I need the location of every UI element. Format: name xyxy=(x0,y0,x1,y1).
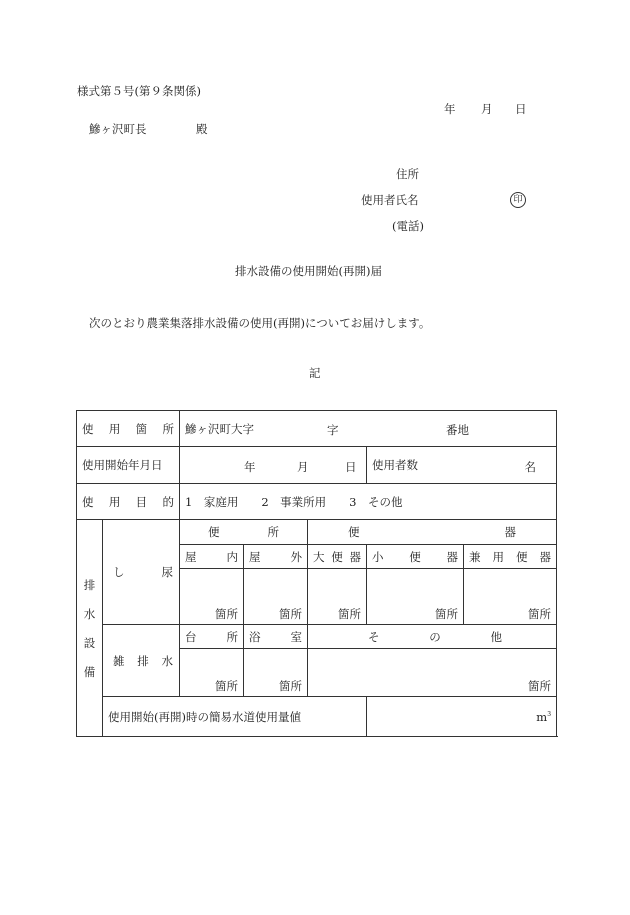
equipment-label-char: 排 xyxy=(83,577,96,592)
benjo-char: 便 xyxy=(208,525,220,539)
equipment-label-char: 水 xyxy=(83,606,96,621)
start-month-label: 月 xyxy=(297,460,309,474)
purpose-label-char: 的 xyxy=(162,494,174,509)
start-date-row xyxy=(77,447,557,484)
name-label: 使用者氏名 xyxy=(361,193,419,207)
benki-header xyxy=(308,520,557,545)
other-char: の xyxy=(429,629,441,644)
body-text: 次のとおり農業集落排水設備の使用(再開)についてお届けします。 xyxy=(89,316,431,330)
daibenki-header xyxy=(308,545,367,569)
location-prefix: 鰺ヶ沢町大字 xyxy=(185,421,254,436)
purpose-options[interactable]: 1 家庭用 2 事業所用 3 その他 xyxy=(180,484,557,520)
other-count-field[interactable] xyxy=(308,649,557,697)
benki-char: 器 xyxy=(504,525,517,539)
location-label-char: 用 xyxy=(108,421,121,436)
address-label: 住所 xyxy=(396,167,419,181)
indoor-unit: 箇所 xyxy=(215,607,238,621)
phone-label: (電話) xyxy=(392,219,424,233)
other-char: そ xyxy=(368,629,380,644)
date-month-label: 月 xyxy=(481,102,493,116)
bath-count-field[interactable] xyxy=(244,649,308,697)
shinyo-label-char: し xyxy=(113,565,125,579)
shobenki-char: 便 xyxy=(409,549,421,564)
start-date-label: 使用開始年月日 xyxy=(77,447,180,484)
zatsu-header-row xyxy=(77,625,557,649)
bath-char: 浴 xyxy=(249,629,261,644)
kenyo-char: 用 xyxy=(492,549,504,564)
date-year-label: 年 xyxy=(444,102,456,116)
daibenki-char: 大 xyxy=(313,549,325,564)
shobenki-char: 小 xyxy=(372,549,384,564)
users-unit-label: 名 xyxy=(524,460,537,474)
zatsu-label-char: 排 xyxy=(137,653,149,668)
kenyo-unit: 箇所 xyxy=(528,607,552,621)
bath-header xyxy=(244,625,308,649)
equipment-label-char: 備 xyxy=(83,664,96,679)
users-count-field[interactable] xyxy=(367,447,557,484)
indoor-count-field[interactable] xyxy=(180,569,244,625)
outdoor-count-field[interactable] xyxy=(244,569,308,625)
water-field[interactable] xyxy=(367,697,557,737)
honorific: 殿 xyxy=(196,122,208,136)
location-label-char: 箇 xyxy=(135,421,148,436)
kitchen-char: 所 xyxy=(226,629,238,644)
kitchen-header xyxy=(180,625,244,649)
seal-mark xyxy=(510,192,526,208)
zatsu-label-cell xyxy=(103,625,180,697)
zatsu-label-char: 水 xyxy=(161,653,173,668)
location-field[interactable] xyxy=(180,411,557,447)
outdoor-char: 屋 xyxy=(249,549,261,564)
kenyo-header xyxy=(464,545,557,569)
banchi-label: 番地 xyxy=(446,423,469,437)
purpose-label-char: 使 xyxy=(82,494,94,509)
kitchen-count-field[interactable] xyxy=(180,649,244,697)
zatsu-label-char: 雑 xyxy=(113,653,125,668)
benjo-header xyxy=(180,520,308,545)
seal-label: 印 xyxy=(513,194,523,205)
daibenki-char: 便 xyxy=(331,549,343,564)
outdoor-unit: 箇所 xyxy=(279,607,302,621)
users-count-label: 使用者数 xyxy=(372,458,418,472)
kitchen-unit: 箇所 xyxy=(215,679,238,693)
daibenki-unit: 箇所 xyxy=(338,607,361,621)
kenyo-char: 兼 xyxy=(469,549,481,564)
other-unit: 箇所 xyxy=(528,679,552,693)
equipment-header-row xyxy=(77,520,557,545)
outdoor-char: 外 xyxy=(290,549,302,564)
location-label-char: 所 xyxy=(162,421,174,436)
shobenki-unit: 箇所 xyxy=(435,607,458,621)
outdoor-header xyxy=(244,545,308,569)
addressee: 鰺ヶ沢町長 xyxy=(89,122,147,136)
location-row xyxy=(77,411,557,447)
water-unit-sup: 3 xyxy=(547,710,552,718)
date-day-label: 日 xyxy=(515,102,527,116)
document-title: 排水設備の使用開始(再開)届 xyxy=(235,264,382,278)
kenyo-count-field[interactable] xyxy=(464,569,557,625)
purpose-label-char: 目 xyxy=(135,494,148,509)
start-year-label: 年 xyxy=(244,460,256,474)
start-day-label: 日 xyxy=(345,460,357,474)
shobenki-header xyxy=(367,545,464,569)
purpose-label-cell xyxy=(77,484,180,520)
location-label-char: 使 xyxy=(82,421,94,436)
other-header xyxy=(308,625,557,649)
shobenki-count-field[interactable] xyxy=(367,569,464,625)
water-row xyxy=(77,697,557,737)
purpose-row xyxy=(77,484,557,520)
indoor-char: 屋 xyxy=(185,549,197,564)
benjo-char: 所 xyxy=(267,525,279,539)
shinyo-label-cell xyxy=(103,520,180,625)
form-number: 様式第５号(第９条関係) xyxy=(77,84,201,98)
purpose-label-char: 用 xyxy=(108,494,121,509)
benki-char: 便 xyxy=(348,525,360,539)
water-unit: m xyxy=(536,709,548,724)
equipment-label-cell xyxy=(77,520,103,737)
aza-label: 字 xyxy=(327,423,339,437)
daibenki-count-field[interactable] xyxy=(308,569,367,625)
shobenki-char: 器 xyxy=(446,549,458,564)
location-label-cell xyxy=(77,411,180,447)
bath-unit: 箇所 xyxy=(279,679,302,693)
kitchen-char: 台 xyxy=(185,629,197,644)
equipment-label-char: 設 xyxy=(83,635,96,650)
kenyo-char: 器 xyxy=(539,549,551,564)
other-char: 他 xyxy=(490,629,503,644)
start-date-field[interactable] xyxy=(180,447,367,484)
form-table xyxy=(76,410,557,737)
indoor-header xyxy=(180,545,244,569)
kenyo-char: 便 xyxy=(516,549,528,564)
shinyo-label-char: 尿 xyxy=(161,565,173,579)
ki-label: 記 xyxy=(309,366,321,380)
daibenki-char: 器 xyxy=(349,549,361,564)
water-label: 使用開始(再開)時の簡易水道使用量値 xyxy=(103,697,367,737)
bath-char: 室 xyxy=(290,629,302,644)
indoor-char: 内 xyxy=(226,549,238,564)
